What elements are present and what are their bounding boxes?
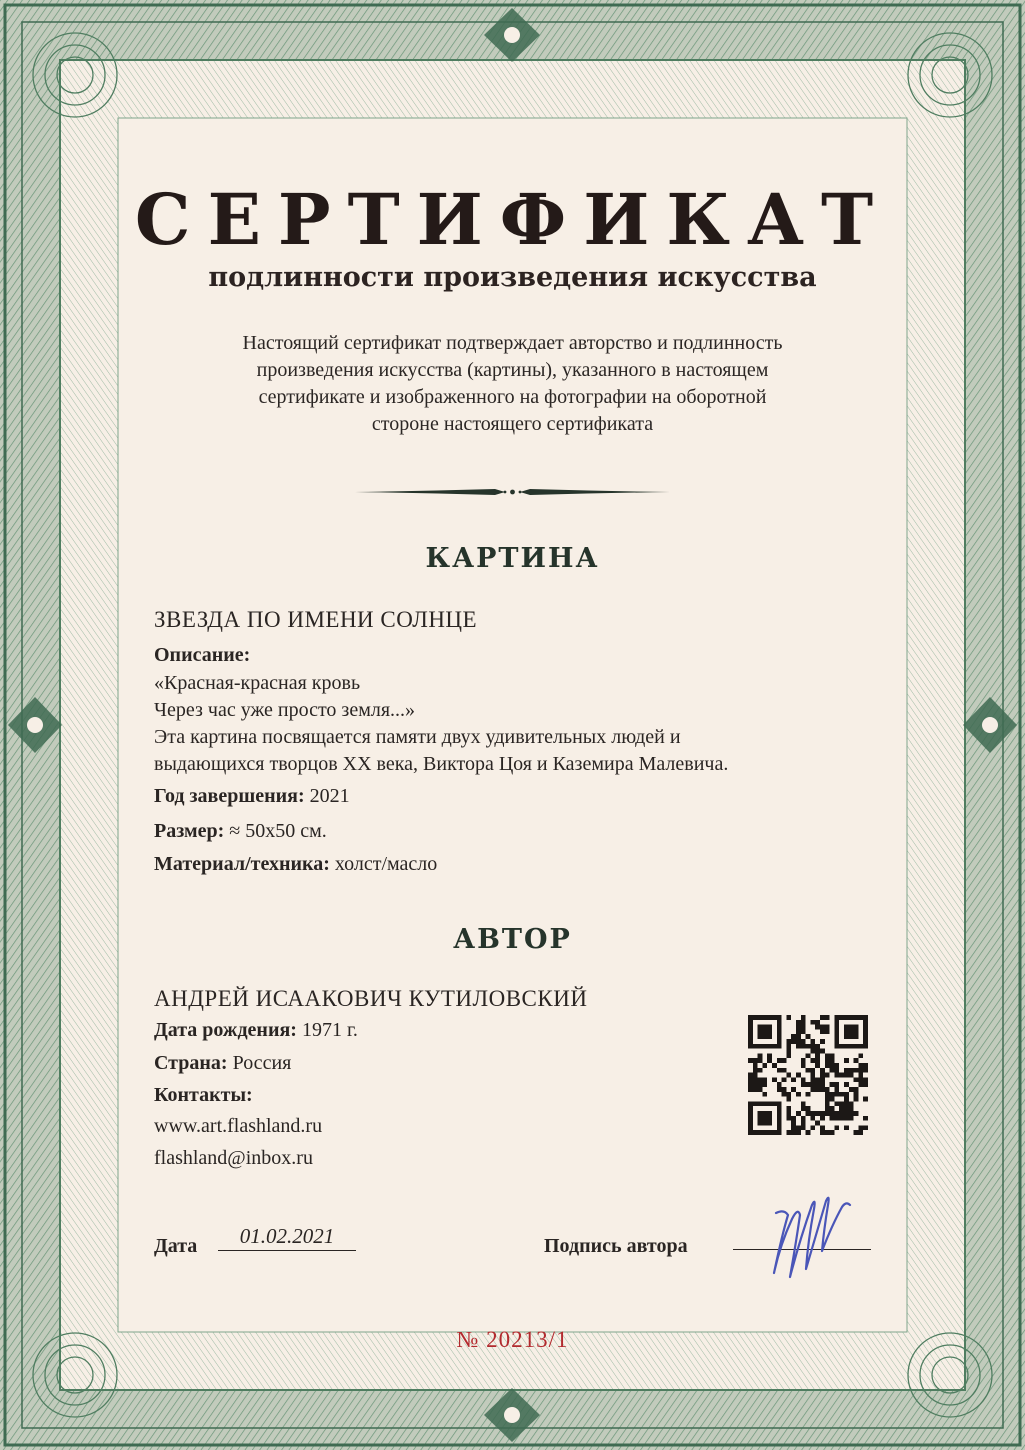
size-label: Размер: xyxy=(154,820,225,842)
author-heading: АВТОР xyxy=(453,924,572,955)
intro-text xyxy=(160,330,865,438)
year-value: 2021 xyxy=(309,785,350,807)
description-label: Описание: xyxy=(154,644,251,666)
painting-name: ЗВЕЗДА ПО ИМЕНИ СОЛНЦЕ xyxy=(154,607,478,632)
certificate-number: № 20213/1 xyxy=(456,1327,569,1352)
date-value: 01.02.2021 xyxy=(218,1224,356,1251)
author-name: АНДРЕЙ ИСААКОВИЧ КУТИЛОВСКИЙ xyxy=(154,986,588,1011)
material-label: Материал/техника: xyxy=(154,853,330,875)
intro-line: стороне настоящего сертификата xyxy=(371,413,654,435)
intro-line: Настоящий сертификат подтверждает авторство и подлинность xyxy=(242,332,783,354)
birth-label: Дата рождения: xyxy=(154,1019,297,1041)
date-label: Дата xyxy=(154,1235,198,1257)
intro-line: произведения искусства (картины), указанного в настоящем xyxy=(256,359,769,381)
year-row xyxy=(154,785,874,808)
material-row xyxy=(154,853,874,876)
certificate-subtitle: подлинности произведения искусства xyxy=(208,262,817,293)
description-line: выдающихся творцов XX века, Виктора Цоя и Каземира Малевича. xyxy=(154,753,729,775)
qr-code-icon[interactable] xyxy=(748,1015,868,1135)
description-line: «Красная-красная кровь xyxy=(154,672,361,694)
country-value: Россия xyxy=(232,1052,292,1074)
country-label: Страна: xyxy=(154,1052,228,1074)
material-value: холст/масло xyxy=(334,853,438,875)
certificate-title: СЕРТИФИКАТ xyxy=(134,178,891,261)
birth-value: 1971 г. xyxy=(301,1019,358,1041)
description-line: Эта картина посвящается памяти двух удивительных людей и xyxy=(154,726,681,748)
description-line: Через час уже просто земля...» xyxy=(154,699,416,721)
size-value: ≈ 50х50 см. xyxy=(229,820,327,842)
size-row xyxy=(154,820,874,843)
author-signature-icon xyxy=(762,1185,857,1285)
website-link[interactable]: www.art.flashland.ru xyxy=(154,1115,323,1137)
signature-label: Подпись автора xyxy=(544,1235,688,1257)
ornament-divider xyxy=(355,482,670,502)
contacts-label: Контакты: xyxy=(154,1084,253,1106)
painting-description xyxy=(154,670,874,778)
painting-heading: КАРТИНА xyxy=(425,543,600,574)
intro-line: сертификате и изображенного на фотографии на оборотной xyxy=(258,386,767,408)
email-link[interactable]: flashland@inbox.ru xyxy=(154,1147,313,1169)
year-label: Год завершения: xyxy=(154,785,305,807)
